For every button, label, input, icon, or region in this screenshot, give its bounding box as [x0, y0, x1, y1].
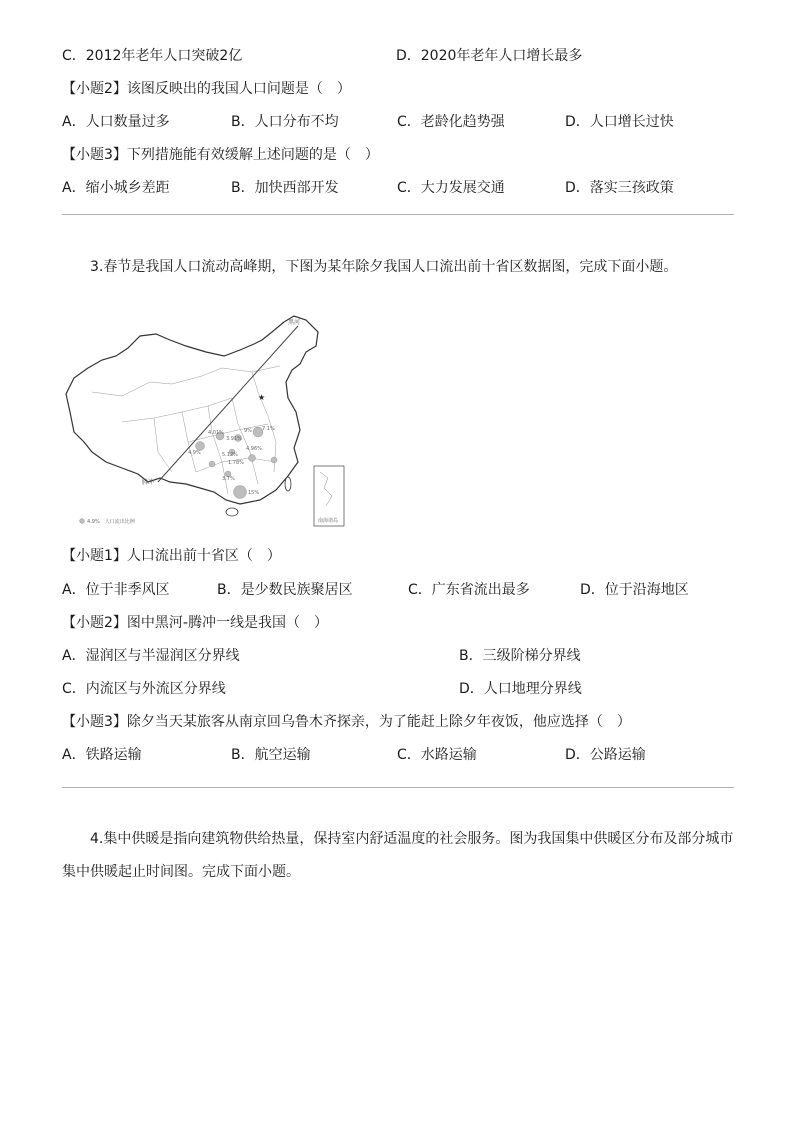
option-c[interactable]: C．老龄化趋势强: [397, 114, 505, 130]
option-a[interactable]: A．铁路运输: [62, 747, 142, 763]
svg-text:4.01%: 4.01%: [208, 430, 224, 436]
section-intro: 4.集中供暖是指向建筑物供给热量，保持室内舒适温度的社会服务。图为我国集中供暖区分布及部分城市: [90, 831, 734, 847]
china-population-outflow-map: [62, 312, 352, 532]
option-c[interactable]: C．大力发展交通: [397, 180, 505, 196]
option-c[interactable]: C．内流区与外流区分界线: [62, 681, 226, 697]
question-stem: 【小题2】该图反映出的我国人口问题是（ ）: [62, 81, 351, 97]
option-a[interactable]: A．人口数量过多: [62, 114, 170, 130]
taiwan-island: [285, 477, 291, 491]
beijing-star-icon: ★: [258, 393, 266, 402]
svg-text:9%: 9%: [244, 428, 252, 434]
question-stem: 【小题2】图中黑河-腾冲一线是我国（ ）: [62, 615, 328, 631]
section-divider: [62, 214, 734, 215]
tengchong-label: 腾冲: [142, 479, 155, 486]
svg-text:4.9%: 4.9%: [188, 450, 201, 456]
question-stem: 【小题3】下列措施能有效缓解上述问题的是（ ）: [62, 147, 379, 163]
option-d[interactable]: D．2020年老年人口增长最多: [396, 48, 583, 64]
china-outline: [66, 316, 318, 504]
option-b[interactable]: B．人口分布不均: [231, 114, 339, 130]
option-d[interactable]: D．落实三孩政策: [565, 180, 674, 196]
south-china-sea-inset: [314, 466, 344, 526]
legend-circle-icon: [80, 519, 85, 524]
question-stem: 【小题1】人口流出前十省区（ ）: [62, 548, 281, 564]
option-b[interactable]: B．三级阶梯分界线: [459, 648, 581, 664]
option-d[interactable]: D．公路运输: [565, 747, 646, 763]
section-intro: 3.春节是我国人口流动高峰期，下图为某年除夕我国人口流出前十省区数据图，完成下面小题。: [90, 259, 678, 275]
svg-text:5.12%: 5.12%: [222, 452, 238, 458]
svg-text:3.7%: 3.7%: [222, 476, 235, 482]
option-c[interactable]: C．2012年老年人口突破2亿: [62, 48, 243, 64]
option-c[interactable]: C．水路运输: [397, 747, 477, 763]
question-stem: 【小题3】除夕当天某旅客从南京回乌鲁木齐探亲，为了能赶上除夕年夜饭，他应选择（ ）: [62, 714, 631, 730]
svg-text:4.96%: 4.96%: [246, 446, 262, 452]
option-d[interactable]: D．人口增长过快: [565, 114, 674, 130]
option-a[interactable]: A．缩小城乡差距: [62, 180, 170, 196]
option-b[interactable]: B．加快西部开发: [231, 180, 339, 196]
section-divider: [62, 787, 734, 788]
option-b[interactable]: B．是少数民族聚居区: [217, 582, 353, 598]
option-d[interactable]: D．人口地理分界线: [459, 681, 582, 697]
svg-text:7.1%: 7.1%: [262, 426, 275, 432]
svg-text:1.78%: 1.78%: [228, 460, 244, 466]
hainan-island: [226, 508, 238, 516]
option-c[interactable]: C．广东省流出最多: [408, 582, 530, 598]
svg-text:3.91%: 3.91%: [226, 436, 242, 442]
section-intro-continued: 集中供暖起止时间图。完成下面小题。: [62, 864, 300, 880]
heihe-label: 黑河: [288, 319, 301, 326]
inset-label: 南海诸岛: [318, 518, 339, 524]
option-d[interactable]: D．位于沿海地区: [580, 582, 689, 598]
option-b[interactable]: B．航空运输: [231, 747, 311, 763]
map-legend: 4.9% 人口流出比例: [87, 519, 135, 525]
option-a[interactable]: A．湿润区与半湿润区分界线: [62, 648, 240, 664]
option-a[interactable]: A．位于非季风区: [62, 582, 170, 598]
svg-text:15%: 15%: [248, 490, 260, 496]
